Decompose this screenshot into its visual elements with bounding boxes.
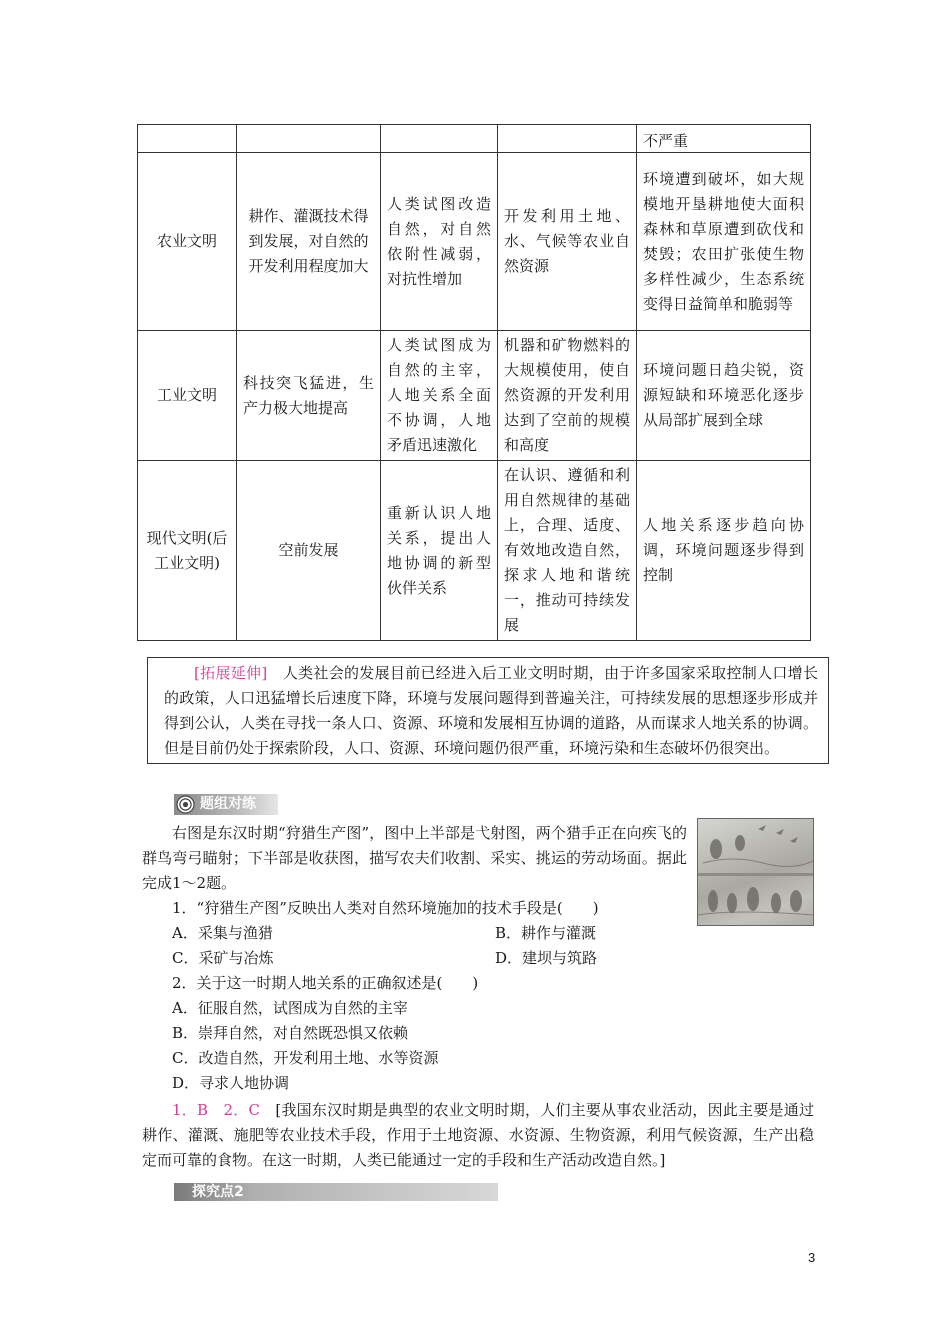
table-cell: 工业文明: [138, 331, 237, 461]
table-cell: 环境问题日趋尖锐，资源短缺和环境恶化逐步从局部扩展到全球: [637, 331, 811, 461]
table-cell: 人类试图成为自然的主宰，人地关系全面不协调，人地矛盾迅速激化: [381, 331, 498, 461]
table-cell: 在认识、遵循和利用自然规律的基础上，合理、适度、有效地改造自然，探求人地和谐统一，推动可持续发展: [498, 461, 637, 641]
table-cell: 重新认识人地关系，提出人地协调的新型伙伴关系: [381, 461, 498, 641]
question-2-option-b: B．崇拜自然，对自然既恐惧又依赖: [172, 1024, 409, 1042]
extension-text: 人类社会的发展目前已经进入后工业文明时期，由于许多国家采取控制人口增长的政策，人口迅猛增长后速度下降，环境与发展问题得到普遍关注，可持续发展的思想逐步形成并得到公认，人类在寻找一条人口、资源、环境和发展相互协调的道路，从而谋求人地关系的协调。但是目前仍处于探索阶段，人口、资源、环境问题仍很严重，环境污染和生态破坏仍很突出。: [164, 664, 818, 757]
table-cell: [237, 125, 381, 153]
question-1-option-d: D．建坝与筑路: [495, 949, 598, 967]
question-1-stem: 1．“狩猎生产图”反映出人类对自然环境施加的技术手段是( ): [172, 899, 599, 917]
table-row: [138, 153, 811, 331]
question-1-option-b: B．耕作与灌溉: [495, 924, 597, 942]
table-cell: 现代文明(后工业文明): [138, 461, 237, 641]
table-cell: [498, 125, 637, 153]
table-cell: 环境遭到破坏，如大规模地开垦耕地使大面积森林和草原遭到砍伐和焚毁；农田扩张使生物多样性减少，生态系统变得日益简单和脆弱等: [637, 153, 811, 331]
table-cell: 农业文明: [138, 153, 237, 331]
page-number: 3: [808, 1250, 816, 1265]
question-2-option-a: A．征服自然，试图成为自然的主宰: [172, 999, 408, 1017]
question-2-option-d: D．寻求人地协调: [172, 1074, 290, 1092]
section-banner: [174, 794, 278, 815]
extension-tag: [拓展延伸]: [194, 664, 268, 682]
section-banner: [174, 1183, 498, 1201]
table-row: [138, 331, 811, 461]
question-intro: 右图是东汉时期“狩猎生产图”，图中上半部是弋射图，两个猎手正在向疾飞的群鸟弯弓瞄射；下半部是收获图，描写农夫们收割、采实、挑运的劳动场面。据此完成1～2题。: [142, 824, 687, 892]
table-cell: [138, 125, 237, 153]
table-cell: [381, 125, 498, 153]
target-icon: [176, 795, 195, 814]
table-cell: 开发利用土地、水、气候等农业自然资源: [498, 153, 637, 331]
table-cell: 空前发展: [237, 461, 381, 641]
section-title: 探究点2: [192, 1184, 244, 1200]
table-cell: 不严重: [637, 125, 811, 153]
question-2-stem: 2．关于这一时期人地关系的正确叙述是( ): [172, 974, 479, 992]
question-2-option-c: C．改造自然，开发利用土地、水等资源: [172, 1049, 439, 1067]
table-cell: 人类试图改造自然，对自然依附性减弱，对抗性增加: [381, 153, 498, 331]
table-cell: 人地关系逐步趋向协调，环境问题逐步得到控制: [637, 461, 811, 641]
table-cell: 机器和矿物燃料的大规模使用，使自然资源的开发利用达到了空前的规模和高度: [498, 331, 637, 461]
answer-explanation: [142, 1098, 814, 1173]
answer-text: [我国东汉时期是典型的农业文明时期，人们主要从事农业活动，因此主要是通过耕作、灌溉、施肥等农业技术手段，作用于土地资源、水资源、生物资源，利用气候资源，生产出稳定而可靠的食物。在这一时期，人类已能通过一定的手段和生产活动改造自然。]: [142, 1101, 814, 1169]
section-title: 题组对练: [200, 796, 256, 812]
answer-key: 1．B 2．C: [172, 1101, 260, 1119]
hunting-production-image: [697, 818, 814, 926]
question-1-option-c: C．采矿与冶炼: [172, 949, 274, 967]
table-row: [138, 461, 811, 641]
table-row: [138, 125, 811, 153]
table-cell: 科技突飞猛进，生产力极大地提高: [237, 331, 381, 461]
civilization-table: [137, 124, 811, 641]
table-cell: 耕作、灌溉技术得到发展，对自然的开发利用程度加大: [237, 153, 381, 331]
extension-box: [147, 657, 829, 764]
question-1-option-a: A．采集与渔猎: [172, 924, 273, 942]
